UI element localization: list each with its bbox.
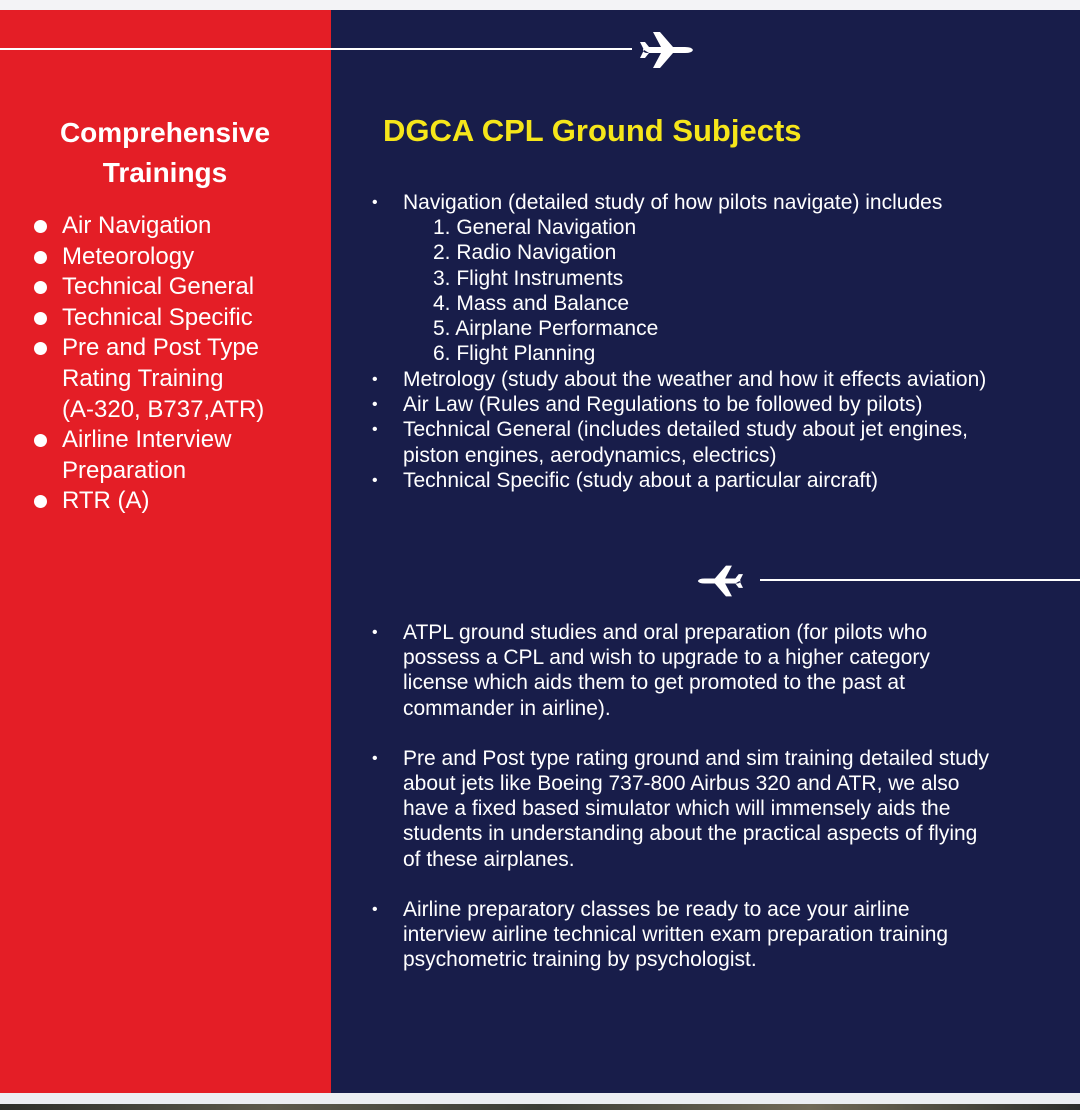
program-item (372, 897, 1052, 973)
program-item-text: Airline preparatory classes be ready to ace your airline interview airline technical written exam preparation training psychometric training by psychologist. (403, 897, 949, 972)
bullet: • (372, 396, 378, 414)
bullet-dot (34, 220, 47, 233)
program-item-text: ATPL ground studies and oral preparation (for pilots who possess a CPL and wish to upgrade to a higher category license which aids them to get promoted to the past at commander in airline). (403, 621, 930, 720)
training-item-line: Technical Specific (62, 303, 253, 331)
top-divider-line (0, 48, 632, 50)
training-item-line: Air Navigation (62, 212, 212, 239)
bullet: • (372, 749, 378, 767)
middle-divider-line (760, 579, 1080, 581)
subject-item (372, 417, 986, 467)
list-item (372, 190, 942, 366)
bullet-dot (34, 281, 47, 294)
bullet-dot (34, 312, 47, 325)
bullet: • (372, 624, 378, 641)
navigation-subitem: 2. Radio Navigation (433, 241, 617, 265)
training-item-line: Meteorology (62, 242, 195, 270)
navigation-subitem: 5. Airplane Performance (433, 317, 659, 341)
bullet-dot (34, 495, 47, 508)
subject-item-text: Technical Specific (study about a particular aircraft) (403, 468, 879, 492)
training-item (30, 211, 264, 242)
subject-item (372, 392, 986, 417)
left-title-line: Comprehensive (59, 117, 271, 148)
training-item (30, 425, 264, 486)
program-item (372, 620, 1052, 721)
training-list (30, 211, 264, 517)
training-item (30, 272, 264, 303)
airplane-icon (640, 31, 694, 69)
program-item-text: Pre and Post type rating ground and sim training detailed study about jets like Boeing 737-800 Airbus 320 and ATR, we also have a fixed based simulator which will immensely aids the students in understanding about the practical aspects of flying of these airplanes. (403, 746, 990, 871)
navigation-intro: Navigation (detailed study of how pilots navigate) includes (403, 191, 943, 214)
navigation-subitem: 4. Mass and Balance (433, 291, 630, 315)
training-item-line: Rating Training (62, 364, 224, 392)
training-item-line: Preparation (62, 456, 187, 484)
bullet: • (372, 371, 378, 388)
ground-subjects-title: DGCA CPL Ground Subjects (383, 113, 802, 148)
subject-item (372, 468, 986, 493)
training-item-line: Airline Interview (62, 426, 232, 454)
bullet: • (372, 421, 378, 439)
training-item-line: Technical General (62, 273, 255, 301)
bullet-dot (34, 434, 47, 447)
training-item (30, 303, 264, 334)
ground-subjects-list (372, 190, 942, 366)
training-item-line: (A-320, B737,ATR) (62, 395, 265, 423)
navigation-subitem: 3. Flight Instruments (433, 266, 624, 290)
left-panel-title (20, 113, 310, 193)
bottom-photo-strip (0, 1104, 1080, 1110)
navigation-subitem: 6. Flight Planning (433, 342, 596, 366)
navigation-subitem: 1. General Navigation (433, 216, 637, 240)
bullet: • (372, 900, 378, 918)
navigation-sublist (403, 215, 942, 366)
subject-item-text: Technical General (includes detailed study about jet engines, piston engines, aerodynamics, electrics) (403, 418, 969, 467)
training-item-line: RTR (A) (62, 487, 150, 515)
subject-item-text: Air Law (Rules and Regulations to be followed by pilots) (403, 393, 923, 417)
bullet-dot (34, 251, 47, 264)
left-title-line: Trainings (102, 157, 228, 188)
program-item (372, 746, 1052, 872)
bullet: • (372, 471, 378, 489)
training-item (30, 333, 264, 425)
training-item (30, 242, 264, 273)
subject-item-text: Metrology (study about the weather and how it effects aviation) (403, 368, 987, 391)
top-border (0, 0, 1080, 10)
subject-item (372, 367, 986, 392)
subject-list (372, 367, 986, 493)
airplane-icon (697, 564, 743, 598)
training-item-line: Pre and Post Type (62, 334, 260, 362)
bullet: • (372, 194, 378, 211)
bullet-dot (34, 342, 47, 355)
program-list (372, 620, 1052, 997)
training-item (30, 486, 264, 517)
